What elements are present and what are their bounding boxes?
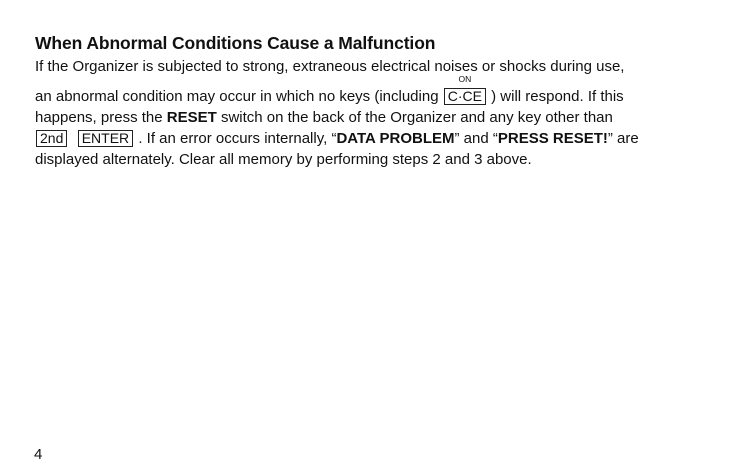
paragraph-line-5: displayed alternately. Clear all memory by performing steps 2 and 3 above. <box>35 151 532 168</box>
data-problem-emphasis: DATA PROBLEM <box>336 130 455 147</box>
section-heading: When Abnormal Conditions Cause a Malfunction <box>35 33 436 53</box>
page-number: 4 <box>34 446 43 463</box>
paragraph-line-1: If the Organizer is subjected to strong, extraneous electrical noises or shocks during use, <box>35 58 625 75</box>
reset-emphasis: RESET <box>166 109 217 126</box>
paragraph-line-3 <box>35 109 613 126</box>
line-4-text-b: ” and “ <box>454 130 498 147</box>
on-key-superscript: ON <box>458 74 472 84</box>
second-key-label: 2nd <box>36 130 67 147</box>
line-3-text-a: happens, press the <box>35 109 167 126</box>
line-4-text-a: . If an error occurs internally, “ <box>134 130 337 147</box>
paragraph-line-2 <box>35 74 624 105</box>
line-2-text-a: an abnormal condition may occur in which no keys (including <box>35 88 443 105</box>
cce-key-text: C·CE <box>447 88 482 104</box>
cce-key-label <box>444 74 486 105</box>
enter-key-label: ENTER <box>78 130 133 147</box>
press-reset-emphasis: PRESS RESET! <box>497 130 608 147</box>
line-3-text-b: switch on the back of the Organizer and any key other than <box>216 109 613 126</box>
paragraph-line-4 <box>35 130 639 147</box>
line-2-text-b: ) will respond. If this <box>486 88 624 105</box>
line-4-text-c: ” are <box>607 130 639 147</box>
